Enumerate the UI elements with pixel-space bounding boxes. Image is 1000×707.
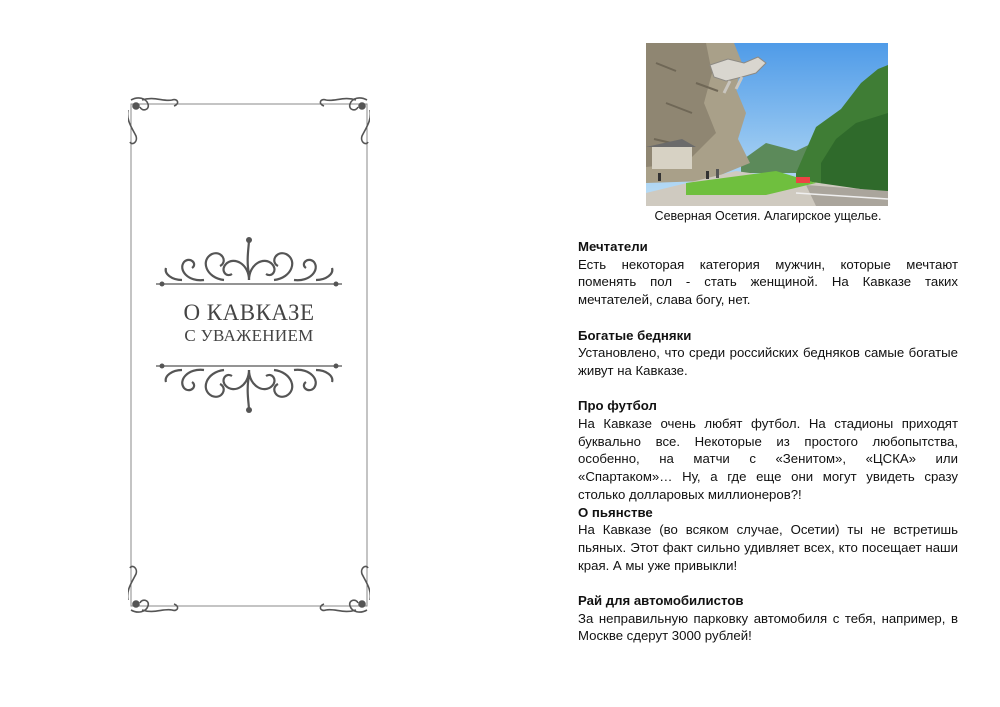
section-dreamers [578,238,958,309]
photo-caption: Северная Осетия. Алагирское ущелье. [654,209,882,223]
section-heading: Про футбол [578,398,657,414]
section-heading: Рай для автомобилистов [578,593,744,609]
section-body: Установлено, что среди российских бедняков самые богатые живут на Кавказе. [578,345,958,378]
section-heading: Мечтатели [578,239,648,254]
section-body: Есть некоторая категория мужчин, которые мечтают поменять пол - стать женщиной. На Кавказе таких мечтателей, слава богу, нет. [578,256,958,308]
section-football [578,397,958,503]
section-body: На Кавказе (во всяком случае, Осетии) ты не встретишь пьяных. Этот факт сильно удивляет всех, кто посещает наши края. А мы уже привыкли! [578,522,958,573]
section-heading: Богатые бедняки [578,327,692,343]
section-body: За неправильную парковку автомобиля с тебя, например, в Москве сдерут 3000 рублей! [578,610,958,644]
section-motorists [578,592,958,645]
article-text [578,238,958,645]
section-body: На Кавказе очень любят футбол. На стадионы приходят буквально все. Некоторые из простого любопытства, особенно, на матчи с «Зенитом», «ЦСКА» или «Спартаком»… Ну, а где еще они могут увидеть сразу столько долларовых миллионеров?! [578,416,958,502]
section-heading: О пьянстве [578,504,653,520]
section-drinking [578,504,958,575]
cover-page [128,96,370,614]
section-rich-poor [578,327,958,380]
gorge-photo [646,43,888,206]
ornament-bottom [154,360,344,416]
cover-subtitle: С УВАЖЕНИЕМ [184,326,314,345]
ornament-top [154,234,344,292]
cover-title-block [154,234,344,416]
cover-title: О КАВКАЗЕ [183,300,315,325]
